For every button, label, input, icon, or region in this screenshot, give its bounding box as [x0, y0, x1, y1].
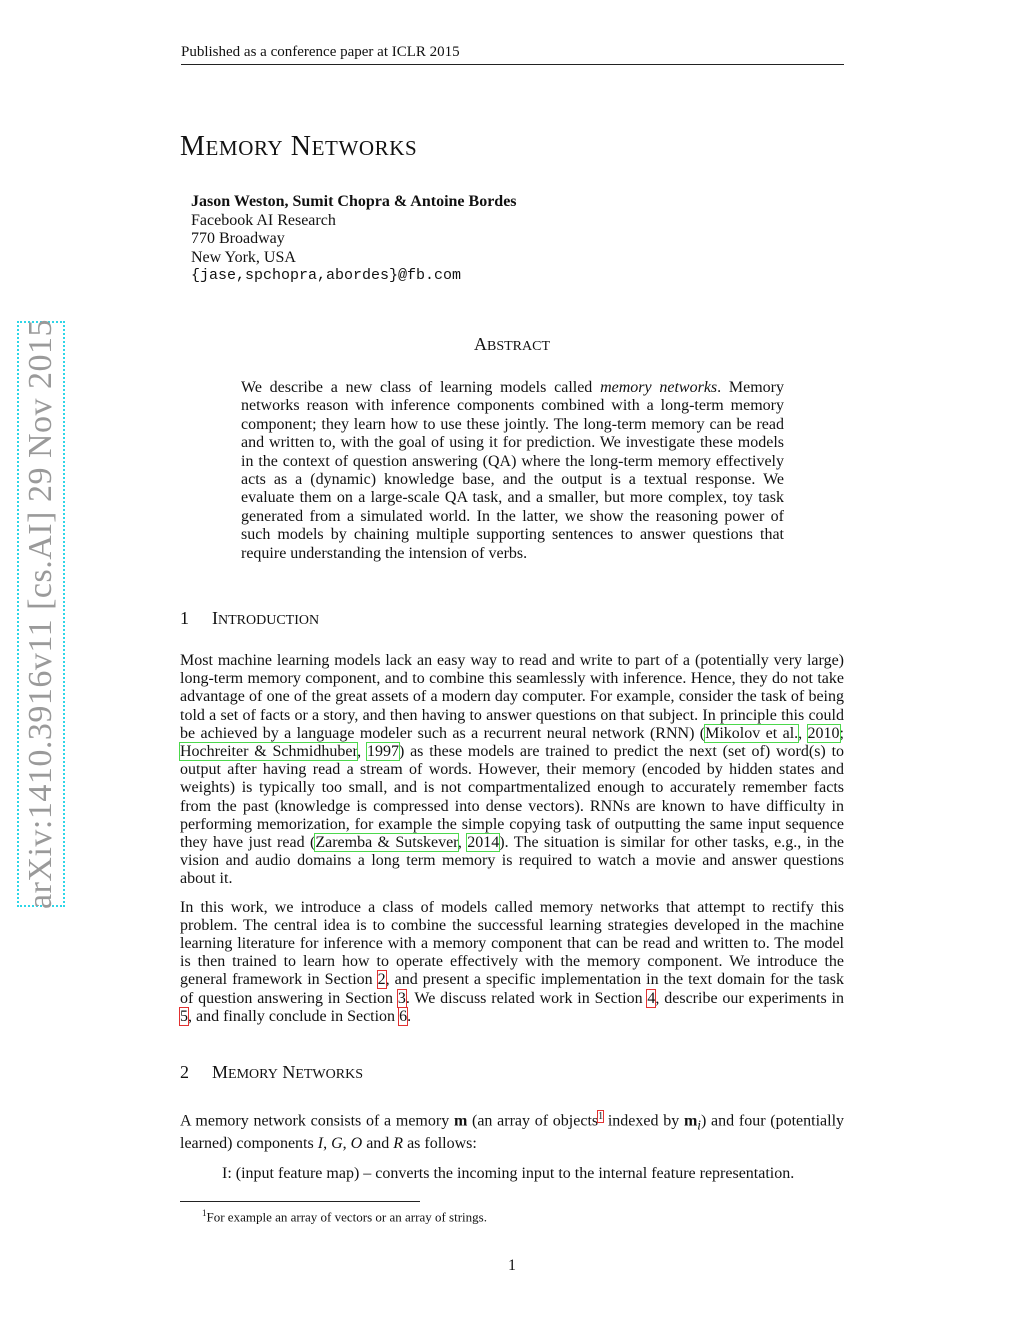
author-names: Jason Weston, Sumit Chopra & Antoine Bordes: [191, 193, 517, 210]
address-line-1: 770 Broadway: [191, 230, 285, 247]
text-run: . We discuss related work in Section: [405, 989, 648, 1007]
citation-author: Mikolov et al.: [705, 724, 799, 742]
math-memory-symbol: m: [453, 1112, 468, 1130]
text-run: .: [407, 1007, 412, 1025]
text-run: Most machine learning models lack an easy way to read and write to part of a (potentially very large) long-term memory component, and to combine this seamlessly with inference. Hence, they do not take advantage of one of the great assets of a modern day computer. For example, consider the task of being told a set of facts or a story, and then having to answer questions on that subject. In principle this could be achieved by a language modeler such as a recurrent neural network (RNN) (: [180, 652, 844, 742]
math-component-i: I: [317, 1134, 324, 1152]
text-run: and: [362, 1134, 394, 1152]
text-run: , and finally conclude in Section: [188, 1007, 400, 1025]
section-ref-3[interactable]: 3: [397, 989, 406, 1007]
section-title-cap: N: [282, 1062, 296, 1082]
section-title-rest: EMORY: [228, 1067, 278, 1082]
paper-title: [180, 131, 417, 163]
text-run: In this work, we introduce a class of models called memory networks that attempt to rectify this problem. The central idea is to combine the successful learning strategies developed in the machine learning literature for inference with a memory component that can be read and written to. The model is then trained to learn how to operate effectively with the memory component. We introduce the general framework in Section: [180, 898, 844, 989]
section-ref-6[interactable]: 6: [399, 1007, 408, 1025]
math-subscript: i: [697, 1117, 701, 1133]
math-component-o: O: [350, 1134, 363, 1152]
citation-link-zaremba[interactable]: [315, 834, 458, 851]
author-emails: {jase,spchopra,abordes}@fb.com: [191, 267, 462, 284]
memory-networks-body: [180, 1108, 844, 1163]
citation-link-mikolov-year[interactable]: [808, 725, 840, 742]
title-rest-1: EMORY: [205, 136, 284, 160]
title-cap-1: M: [180, 131, 206, 162]
citation-year: 2010: [807, 724, 840, 742]
paragraph: Most machine learning models lack an easy way to read and write to part of a (potentially very large) long-term memory component, and to combine this seamlessly with inference. Hence, they do not take advantage of one of the great assets of a modern day computer. For example, consider the task of being told a set of facts or a story, and then having to answer questions on that subject. In principle this could be achieved by a language modeler such as a recurrent neural network (RNN) (Mikolov et al., 2010; Hochreiter & Schmidhuber, 1997) as these models are trained to predict the next (set of) word(s) to output after having read a stream of words. However, their memory (encoded by hidden states and weights) is typically too small, and is not compartmentalized enough to accurately remember facts from the past (knowledge is compressed into dense vectors). RNNs are known to have difficulty in performing memorization, for example the simple copying task of outputting the same input sequence they have just read (Zaremba & Sutskever, 2014). The situation is similar for other tasks, e.g., in the vision and audio domains a long term memory is required to watch a movie and answer questions about it.: [180, 652, 845, 888]
abstract-heading: [0, 334, 1024, 355]
section-ref-5[interactable]: 5: [180, 1007, 188, 1025]
text-run: (an array of objects: [467, 1112, 599, 1130]
footnote-text: For example an array of vectors or an array of strings.: [206, 1209, 487, 1225]
paragraph: [180, 1108, 844, 1153]
text-run: ,: [323, 1134, 332, 1152]
footnote-marker[interactable]: 1: [598, 1111, 604, 1122]
abstract-heading-cap: A: [473, 334, 487, 354]
section-ref-4[interactable]: 4: [647, 989, 656, 1007]
footnote-rule: [180, 1201, 420, 1202]
section-heading-memory-networks: [180, 1062, 363, 1083]
section-title-rest: ETWORKS: [295, 1067, 363, 1082]
title-rest-2: ETWORKS: [311, 136, 418, 160]
arxiv-stamp-text: arXiv:1410.3916v11 [cs.AI] 29 Nov 2015: [22, 319, 59, 909]
author-block: [191, 193, 517, 286]
affiliation: Facebook AI Research: [191, 211, 336, 229]
footnote-number: 1: [202, 1208, 207, 1218]
text-run: as follows:: [403, 1134, 477, 1152]
math-memory-index-symbol: m: [683, 1112, 698, 1130]
citation-year: 2014: [467, 834, 500, 852]
citation-author: Zaremba & Sutskever: [315, 834, 458, 852]
math-component-g: G: [331, 1134, 343, 1152]
abstract-text-after: . Memory networks reason with inference components combined with a long-term memory component; they learn how to use these jointly. The long-term memory can be read and written to, with the goal of using it for prediction. We investigate these models in the context of question answering (QA) where the long-term memory effectively acts as a (dynamic) knowledge base, and the output is a textual response. We evaluate them on a large-scale QA task, and a smaller, but more complex, toy task generated from a simulated world. In the latter, we show the reasoning power of such models by chaining multiple supporting sentences to answer questions that require understanding the intension of verbs.: [241, 379, 785, 562]
text-run: ). The situation is similar for other tasks, e.g., in the vision and audio domains a long term memory is required to watch a movie and answer questions about it.: [180, 834, 845, 888]
section-heading-introduction: [180, 608, 319, 629]
text-run: , describe our experiments in: [655, 989, 844, 1007]
text-run: ) as these models are trained to predict the next (set of) word(s) to output after having read a stream of words. However, their memory (encoded by hidden states and weights) is typically too small, and is not compartmentalized enough to accurately remember facts from the past (knowledge is compressed into dense vectors). RNNs are known to have difficulty in performing memorization, for example the simple copying task of outputting the same input sequence they have just read (: [180, 743, 845, 852]
citation-link-hochreiter[interactable]: [180, 743, 357, 760]
introduction-body: [180, 652, 844, 1036]
section-number: 1: [180, 608, 189, 628]
citation-author: Hochreiter & Schmidhuber: [180, 743, 358, 761]
citation-link-hochreiter-year[interactable]: [367, 743, 399, 760]
section-title-rest: NTRODUCTION: [218, 613, 320, 628]
running-header: Published as a conference paper at ICLR 2015: [181, 44, 844, 65]
text-run: ) and four (potentially learned) components: [180, 1112, 845, 1152]
citation-link-mikolov[interactable]: [705, 725, 798, 742]
section-number: 2: [180, 1062, 189, 1082]
abstract-heading-rest: BSTRACT: [486, 339, 550, 354]
abstract-text: [241, 379, 784, 563]
section-ref-2[interactable]: 2: [377, 971, 386, 989]
arxiv-stamp[interactable]: [17, 321, 65, 907]
citation-link-zaremba-year[interactable]: [467, 834, 499, 851]
text-run: ,: [342, 1134, 351, 1152]
address-line-2: New York, USA: [191, 248, 296, 266]
title-cap-2: N: [290, 131, 312, 162]
math-component-r: R: [393, 1134, 404, 1152]
page-number: 1: [508, 1257, 516, 1274]
citation-year: 1997: [366, 743, 399, 761]
text-run: , and present a specific implementation in the text domain for the task of question answering in Section: [180, 971, 845, 1007]
paragraph: [180, 899, 844, 1026]
text-run: A memory network consists of a memory: [180, 1112, 454, 1130]
section-title-cap: M: [212, 1062, 229, 1082]
abstract-emphasis: memory networks: [600, 379, 718, 396]
footnote: [202, 1208, 487, 1225]
section-title-cap: I: [212, 608, 218, 628]
abstract-text-before: We describe a new class of learning models called: [241, 379, 601, 396]
component-item-i: I: (input feature map) – converts the incoming input to the internal feature representation.: [222, 1165, 795, 1182]
text-run: indexed by: [603, 1112, 684, 1130]
